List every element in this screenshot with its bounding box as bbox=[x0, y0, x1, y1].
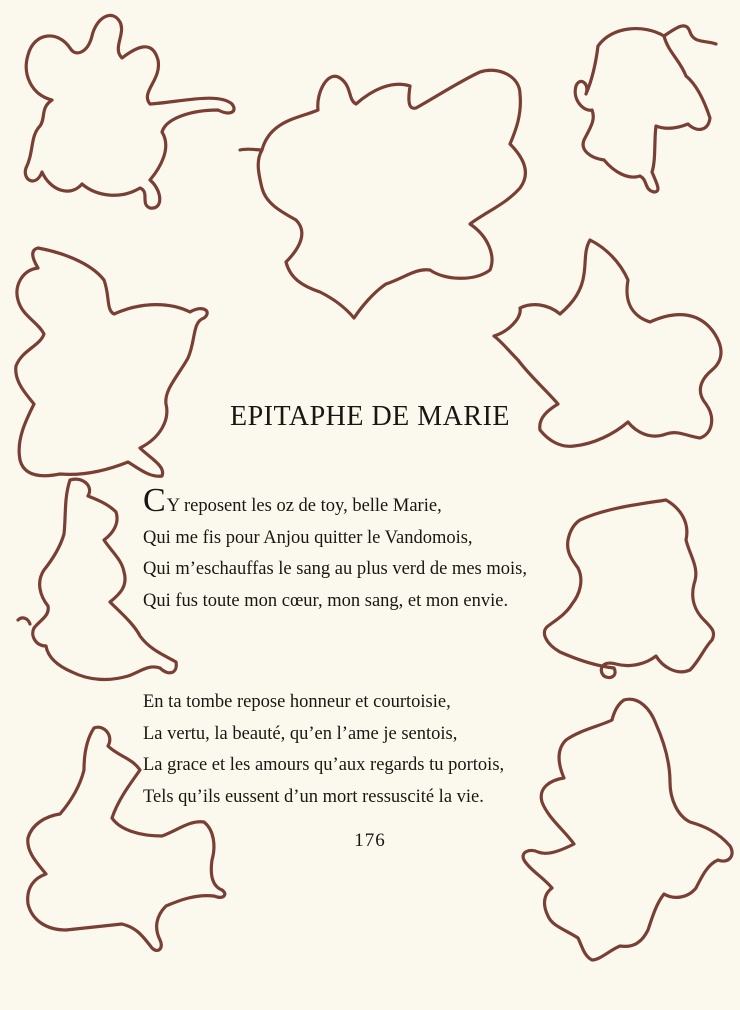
leaf-icon-top-right bbox=[575, 26, 716, 192]
stanza-first bbox=[143, 482, 603, 617]
poem-line: Qui fus toute mon cœur, mon sang, et mon envie. bbox=[143, 590, 509, 611]
poem-line-text: Y reposent les oz de toy, belle Marie, bbox=[166, 496, 442, 516]
poem-line: Tels qu’ils eussent d’un mort ressuscité la vie. bbox=[143, 786, 484, 807]
leaf-icon-top-center bbox=[240, 70, 525, 318]
poem-line: Qui me fis pour Anjou quitter le Vandomois, bbox=[143, 527, 473, 548]
poem-line: La vertu, la beauté, qu’en l’ame je sentois, bbox=[143, 723, 458, 744]
poem-line bbox=[143, 482, 603, 523]
leaf-icon-mid-left bbox=[16, 248, 207, 476]
leaf-icon-top-left bbox=[25, 15, 234, 208]
poem-line: La grace et les amours qu’aux regards tu portois, bbox=[143, 755, 505, 775]
poem-title: EPITAPHE DE MARIE bbox=[229, 401, 511, 432]
poem-line: Qui m’eschauffas le sang au plus verd de mes mois, bbox=[143, 559, 527, 579]
poem-line: En ta tombe repose honneur et courtoisie, bbox=[143, 692, 451, 712]
drop-cap: C bbox=[143, 482, 166, 519]
stanza-second bbox=[143, 687, 603, 813]
page-number: 176 bbox=[354, 830, 386, 851]
